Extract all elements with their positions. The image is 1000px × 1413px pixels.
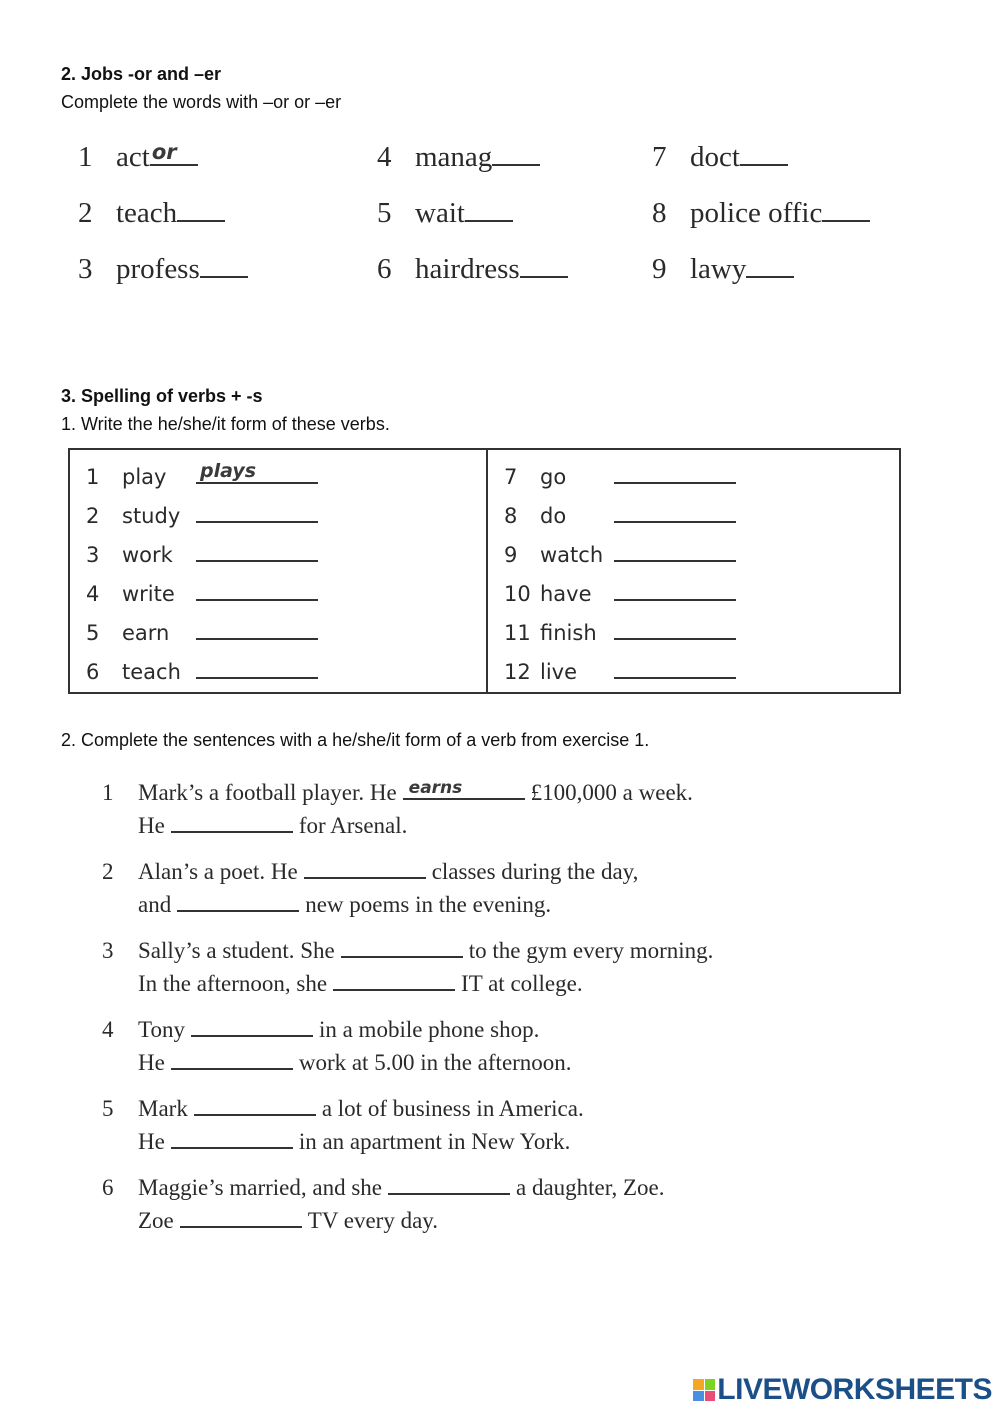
answer-blank[interactable] xyxy=(196,655,318,679)
sentence-item-6 xyxy=(102,1175,902,1245)
answer-blank[interactable] xyxy=(196,616,318,640)
item-number: 6 xyxy=(86,660,100,684)
item-number: 1 xyxy=(86,465,100,489)
item-number: 2 xyxy=(86,504,100,528)
word-stem: lawy xyxy=(690,253,747,285)
jobs-item-9 xyxy=(652,250,794,286)
item-number: 2 xyxy=(78,197,93,229)
answer-text: earns xyxy=(408,778,463,798)
answer-blank[interactable] xyxy=(341,938,463,958)
sentence-text: He xyxy=(138,1050,165,1075)
item-number: 4 xyxy=(102,1017,114,1042)
verb-row-4 xyxy=(86,577,318,607)
word-stem: act xyxy=(116,141,150,173)
liveworksheets-logo-icon xyxy=(693,1379,715,1401)
answer-blank[interactable] xyxy=(304,859,426,879)
item-number: 2 xyxy=(102,859,114,884)
answer-blank[interactable] xyxy=(388,1175,510,1195)
jobs-section-title: 2. Jobs -or and –er xyxy=(61,64,222,84)
logo-text: LIVEWORKSHEETS xyxy=(717,1373,992,1406)
verb-word: teach xyxy=(122,660,181,684)
answer-blank[interactable] xyxy=(492,138,540,166)
item-number: 12 xyxy=(504,660,531,684)
verb-row-9 xyxy=(504,538,736,568)
sentence-item-4 xyxy=(102,1017,902,1087)
answer-blank[interactable] xyxy=(614,538,736,562)
word-stem: wait xyxy=(415,197,465,229)
verb-word: earn xyxy=(122,621,170,645)
sentence-item-5 xyxy=(102,1096,902,1166)
answer-blank[interactable] xyxy=(614,499,736,523)
jobs-item-1 xyxy=(78,138,198,174)
answer-blank[interactable] xyxy=(196,577,318,601)
sentence-text: He xyxy=(138,813,165,838)
answer-blank[interactable] xyxy=(614,577,736,601)
word-stem: manag xyxy=(415,141,493,173)
item-number: 6 xyxy=(102,1175,114,1200)
verb-row-2 xyxy=(86,499,318,529)
item-number: 6 xyxy=(377,253,392,285)
answer-blank[interactable] xyxy=(520,250,568,278)
answer-blank[interactable] xyxy=(822,194,870,222)
verb-word: watch xyxy=(540,543,604,567)
sentence-text: a daughter, Zoe. xyxy=(515,1175,665,1200)
answer-blank[interactable] xyxy=(196,460,318,484)
item-number: 8 xyxy=(504,504,518,528)
answer-blank[interactable] xyxy=(333,971,455,991)
item-number: 9 xyxy=(652,253,667,285)
answer-blank[interactable] xyxy=(194,1096,316,1116)
sentence-text: Mark’s a football player. He xyxy=(138,780,397,805)
item-number: 10 xyxy=(504,582,531,606)
verb-word: play xyxy=(122,465,167,489)
answer-blank[interactable] xyxy=(177,194,225,222)
item-number: 4 xyxy=(86,582,100,606)
item-number: 1 xyxy=(78,141,93,173)
sentence-text: work at 5.00 in the afternoon. xyxy=(298,1050,572,1075)
answer-blank[interactable] xyxy=(191,1017,313,1037)
item-number: 7 xyxy=(652,141,667,173)
sentence-item-2 xyxy=(102,859,902,929)
answer-blank[interactable] xyxy=(196,499,318,523)
sentence-text: for Arsenal. xyxy=(298,813,408,838)
table-divider xyxy=(486,450,488,692)
sentence-text: in an apartment in New York. xyxy=(298,1129,571,1154)
verb-row-1 xyxy=(86,460,318,490)
sentence-text: Mark xyxy=(138,1096,188,1121)
answer-blank[interactable] xyxy=(465,194,513,222)
jobs-instruction: Complete the words with –or or –er xyxy=(61,92,342,112)
item-number: 8 xyxy=(652,197,667,229)
item-number: 1 xyxy=(102,780,114,805)
item-number: 5 xyxy=(86,621,100,645)
sentence-text: Tony xyxy=(138,1017,185,1042)
answer-text: plays xyxy=(200,460,257,482)
answer-blank[interactable] xyxy=(200,250,248,278)
answer-blank[interactable] xyxy=(171,1129,293,1149)
jobs-item-6 xyxy=(377,250,568,286)
verbs-instruction: 1. Write the he/she/it form of these verbs. xyxy=(61,414,390,434)
jobs-item-4 xyxy=(377,138,540,174)
sentence-text: a lot of business in America. xyxy=(321,1096,584,1121)
sentence-text: Zoe xyxy=(138,1208,174,1233)
verb-word: study xyxy=(122,504,181,528)
sentences-instruction: 2. Complete the sentences with a he/she/it form of a verb from exercise 1. xyxy=(61,730,650,750)
item-number: 3 xyxy=(86,543,100,567)
word-stem: doct xyxy=(690,141,740,173)
verb-row-6 xyxy=(86,655,318,685)
item-number: 11 xyxy=(504,621,531,645)
sentence-text: in a mobile phone shop. xyxy=(318,1017,540,1042)
answer-blank[interactable] xyxy=(177,892,299,912)
sentence-text: new poems in the evening. xyxy=(305,892,552,917)
item-number: 5 xyxy=(102,1096,114,1121)
item-number: 3 xyxy=(78,253,93,285)
verbs-section-title: 3. Spelling of verbs + -s xyxy=(61,386,263,406)
verb-word: go xyxy=(540,465,567,489)
verb-row-5 xyxy=(86,616,318,646)
word-stem: police offic xyxy=(690,197,823,229)
jobs-item-8 xyxy=(652,194,870,230)
verb-word: have xyxy=(540,582,592,606)
verb-row-8 xyxy=(504,499,736,529)
answer-blank[interactable] xyxy=(171,1050,293,1070)
answer-blank[interactable] xyxy=(171,813,293,833)
sentence-text: classes during the day, xyxy=(431,859,639,884)
sentence-text: IT at college. xyxy=(461,971,583,996)
sentence-text: Alan’s a poet. He xyxy=(138,859,298,884)
verb-row-12 xyxy=(504,655,736,685)
item-number: 5 xyxy=(377,197,392,229)
verb-row-3 xyxy=(86,538,318,568)
liveworksheets-logo[interactable] xyxy=(693,1373,992,1407)
item-number: 3 xyxy=(102,938,114,963)
sentence-item-1 xyxy=(102,780,902,850)
verb-word: write xyxy=(122,582,175,606)
word-stem: teach xyxy=(116,197,178,229)
item-number: 9 xyxy=(504,543,518,567)
jobs-item-3 xyxy=(78,250,248,286)
answer-blank[interactable] xyxy=(614,460,736,484)
jobs-item-5 xyxy=(377,194,513,230)
word-stem: profess xyxy=(116,253,200,285)
sentence-text: £100,000 a week. xyxy=(530,780,693,805)
verb-row-10 xyxy=(504,577,736,607)
answer-blank[interactable] xyxy=(740,138,788,166)
sentence-text: to the gym every morning. xyxy=(468,938,714,963)
sentence-text: Sally’s a student. She xyxy=(138,938,335,963)
answer-blank[interactable] xyxy=(746,250,794,278)
sentence-text: Maggie’s married, and she xyxy=(138,1175,382,1200)
answer-text: or xyxy=(151,140,177,164)
jobs-item-7 xyxy=(652,138,788,174)
verb-word: live xyxy=(540,660,578,684)
sentence-text: TV every day. xyxy=(307,1208,439,1233)
verb-row-7 xyxy=(504,460,736,490)
answer-blank[interactable] xyxy=(403,780,525,800)
item-number: 4 xyxy=(377,141,392,173)
verb-row-11 xyxy=(504,616,736,646)
sentence-text: and xyxy=(138,892,172,917)
item-number: 7 xyxy=(504,465,518,489)
verbs-table xyxy=(68,448,901,694)
answer-blank[interactable] xyxy=(614,655,736,679)
verb-word: do xyxy=(540,504,567,528)
word-stem: hairdress xyxy=(415,253,520,285)
sentence-item-3 xyxy=(102,938,902,1008)
answer-blank[interactable] xyxy=(196,538,318,562)
answer-blank[interactable] xyxy=(150,138,198,166)
verb-word: finish xyxy=(540,621,597,645)
verb-word: work xyxy=(122,543,173,567)
sentence-text: He xyxy=(138,1129,165,1154)
jobs-item-2 xyxy=(78,194,225,230)
answer-blank[interactable] xyxy=(180,1208,302,1228)
answer-blank[interactable] xyxy=(614,616,736,640)
sentence-text: In the afternoon, she xyxy=(138,971,328,996)
